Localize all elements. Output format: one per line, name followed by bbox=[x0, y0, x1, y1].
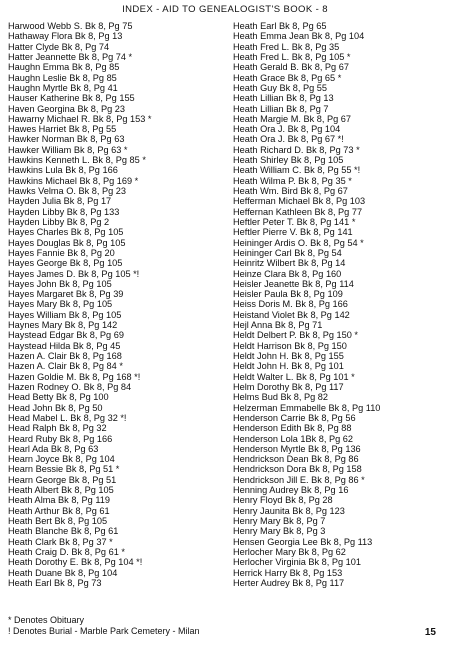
index-entry: Haystead Hilda Bk 8, Pg 45 bbox=[8, 340, 121, 351]
index-entry: Henderson Carrie Bk 8, Pg 56 bbox=[233, 412, 356, 423]
index-entry: Heath Earl Bk 8, Pg 73 bbox=[8, 577, 102, 588]
index-entry: Heath Blanche Bk 8, Pg 61 bbox=[8, 526, 119, 537]
index-entry: Hawks Velma O. Bk 8, Pg 23 bbox=[8, 186, 126, 196]
index-entry: Heininger Ardis O. Bk 8, Pg 54 * bbox=[233, 237, 364, 248]
index-entry: Heath Wilma P. Bk 8, Pg 35 * bbox=[233, 175, 352, 186]
index-entry: Heath Margie M. Bk 8, Pg 67 bbox=[233, 113, 351, 124]
index-entry: Hayes John Bk 8, Pg 105 bbox=[8, 278, 112, 289]
index-entry: Henderson Edith Bk 8, Pg 88 bbox=[233, 423, 352, 434]
index-entry: Herlocher Mary Bk 8, Pg 62 bbox=[233, 546, 346, 557]
index-entry: Helzerman Emmabelle Bk 8, Pg 110 bbox=[233, 402, 381, 413]
index-entry: Helms Bud Bk 8, Pg 82 bbox=[233, 392, 328, 403]
index-entry: Hayes James D. Bk 8, Pg 105 *! bbox=[8, 268, 140, 279]
index-column-left bbox=[8, 21, 223, 588]
index-entry: Heard Ruby Bk 8, Pg 166 bbox=[8, 433, 113, 444]
index-entry: Herlocher Virginia Bk 8, Pg 101 bbox=[233, 557, 362, 568]
index-entry: Heldt Walter L. Bk 8, Pg 101 * bbox=[233, 371, 355, 382]
index-entry: Heath Fred L. Bk 8, Pg 35 bbox=[233, 41, 340, 52]
index-entry: Hawkins Lula Bk 8, Pg 166 bbox=[8, 165, 118, 176]
index-entry: Herrick Harry Bk 8, Pg 153 bbox=[233, 567, 343, 578]
index-entry: Heisler Jeanette Bk 8, Pg 114 bbox=[233, 278, 354, 289]
index-entry: Hejl Anna Bk 8, Pg 71 bbox=[233, 320, 323, 331]
index-entry: Hendrickson Jill E. Bk 8, Pg 86 * bbox=[233, 474, 365, 485]
index-entry: Henry Floyd Bk 8, Pg 28 bbox=[233, 495, 333, 506]
index-entry: Heldt Delbert P. Bk 8, Pg 150 * bbox=[233, 330, 358, 341]
index-entry: Hefferman Michael Bk 8, Pg 103 bbox=[233, 196, 366, 207]
index-entry: Heininger Carl Bk 8, Pg 54 bbox=[233, 247, 342, 258]
index-entry: Henry Mary Bk 8, Pg 3 bbox=[233, 526, 326, 537]
index-entry: Henderson Myrtle Bk 8, Pg 136 bbox=[233, 443, 361, 454]
index-entry: Hawker William Bk 8, Pg 63 * bbox=[8, 144, 128, 155]
index-entry: Heinritz Wilbert Bk 8, Pg 14 bbox=[233, 258, 346, 269]
index-entry: Henning Audrey Bk 8, Pg 16 bbox=[233, 485, 349, 496]
index-entry: Hayden Libby Bk 8, Pg 133 bbox=[8, 206, 120, 217]
index-entry: Hazen Goldie M. Bk 8, Pg 168 *! bbox=[8, 371, 141, 382]
index-entry: Heath Bert Bk 8, Pg 105 bbox=[8, 516, 108, 526]
index-entry: Harwood Webb S. Bk 8, Pg 75 bbox=[8, 21, 133, 31]
index-entry: Heath Emma Jean Bk 8, Pg 104 bbox=[233, 31, 365, 42]
index-entry: Heath Craig D. Bk 8, Pg 61 * bbox=[8, 546, 125, 557]
index-entry: Heldt John H. Bk 8, Pg 101 bbox=[233, 361, 344, 372]
index-entry: Hawes Harriet Bk 8, Pg 55 bbox=[8, 124, 117, 135]
index-entry: Hayes Mary Bk 8, Pg 105 bbox=[8, 299, 113, 310]
index-entry: Heath Grace Bk 8, Pg 65 * bbox=[233, 72, 342, 83]
index-column-right bbox=[233, 21, 448, 588]
index-entry: Heath Richard D. Bk 8, Pg 73 * bbox=[233, 144, 360, 155]
index-entry: Hayes Douglas Bk 8, Pg 105 bbox=[8, 237, 126, 248]
index-entry: Hazen A. Clair Bk 8, Pg 168 bbox=[8, 351, 122, 361]
index-entry: Heath Ora J. Bk 8, Pg 67 *! bbox=[233, 134, 344, 145]
index-entry: Heath Alma Bk 8, Pg 119 bbox=[8, 495, 110, 506]
index-entry: Hayes William Bk 8, Pg 105 bbox=[8, 309, 122, 320]
index-entry: Henderson Lola 1Bk 8, Pg 62 bbox=[233, 433, 354, 444]
index-entry: Haughn Emma Bk 8, Pg 85 bbox=[8, 62, 120, 73]
index-entry: Haughn Myrtle Bk 8, Pg 41 bbox=[8, 82, 118, 93]
index-entry: Head Betty Bk 8, Pg 100 bbox=[8, 392, 109, 403]
index-entry: Hawarny Michael R. Bk 8, Pg 153 * bbox=[8, 113, 152, 124]
index-entry: Heftler Pierre V. Bk 8, Pg 141 bbox=[233, 227, 353, 238]
index-entry: Heiss Doris M. Bk 8, Pg 166 bbox=[233, 299, 348, 310]
index-entry: Heath Wm. Bird Bk 8, Pg 67 bbox=[233, 186, 348, 196]
index-entry: Hayden Julia Bk 8, Pg 17 bbox=[8, 196, 112, 207]
index-entry: Heath Earl Bk 8, Pg 65 bbox=[233, 21, 327, 31]
index-entry: Hearn Joyce Bk 8, Pg 104 bbox=[8, 454, 115, 465]
index-entry: Heistand Violet Bk 8, Pg 142 bbox=[233, 309, 350, 320]
index-entry: Head Ralph Bk 8, Pg 32 bbox=[8, 423, 107, 434]
index-entry: Helm Dorothy Bk 8, Pg 117 bbox=[233, 381, 344, 392]
index-entry: Heath Guy Bk 8, Pg 55 bbox=[233, 82, 327, 93]
index-entry: Haystead Edgar Bk 8, Pg 69 bbox=[8, 330, 124, 341]
index-entry: Hazen A. Clair Bk 8, Pg 84 * bbox=[8, 361, 123, 372]
index-entry: Herter Audrey Bk 8, Pg 117 bbox=[233, 577, 345, 588]
index-entry: Haughn Leslie Bk 8, Pg 85 bbox=[8, 72, 117, 83]
index-entry: Hayes Margaret Bk 8, Pg 39 bbox=[8, 289, 124, 300]
index-entry: Hearn George Bk 8, Pg 51 bbox=[8, 474, 117, 485]
footnotes bbox=[8, 615, 200, 637]
index-entry: Hatter Jeannette Bk 8, Pg 74 * bbox=[8, 51, 133, 62]
index-entry: Henry Mary Bk 8, Pg 7 bbox=[233, 516, 326, 526]
index-entry: Hendrickson Dean Bk 8, Pg 86 bbox=[233, 454, 359, 465]
index-entry: Heath Gerald B. Bk 8, Pg 67 bbox=[233, 62, 349, 73]
index-entry: Hayes Fannie Bk 8, Pg 20 bbox=[8, 247, 115, 258]
index-entry: Heath William C. Bk 8, Pg 55 *! bbox=[233, 165, 361, 176]
index-entry: Heisler Paula Bk 8, Pg 109 bbox=[233, 289, 343, 300]
index-entry: Heath Fred L. Bk 8, Pg 105 * bbox=[233, 51, 351, 62]
index-entry: Hayes Charles Bk 8, Pg 105 bbox=[8, 227, 124, 238]
index-entry: Haven Georgina Bk 8, Pg 23 bbox=[8, 103, 125, 114]
page-title: INDEX - AID TO GENEALOGIST'S BOOK - 8 bbox=[122, 4, 328, 15]
index-entry: Heldt Harrison Bk 8, Pg 150 bbox=[233, 340, 347, 351]
index-entry: Hayden Libby Bk 8, Pg 2 bbox=[8, 216, 110, 227]
index-entry: Heath Shirley Bk 8, Pg 105 bbox=[233, 155, 344, 166]
index-entry: Hatter Clyde Bk 8, Pg 74 bbox=[8, 41, 110, 52]
index-entry: Haynes Mary Bk 8, Pg 142 bbox=[8, 320, 118, 331]
index-entry: Heinze Clara Bk 8, Pg 160 bbox=[233, 268, 342, 279]
index-entry: Heath Lillian Bk 8, Pg 7 bbox=[233, 103, 329, 114]
index-entry: Hendrickson Dora Bk 8, Pg 158 bbox=[233, 464, 362, 475]
index-entry: Hathaway Flora Bk 8, Pg 13 bbox=[8, 31, 123, 42]
index-entry: Heldt John H. Bk 8, Pg 155 bbox=[233, 351, 344, 361]
page-number: 15 bbox=[424, 627, 436, 638]
index-entry: Heath Clark Bk 8, Pg 37 * bbox=[8, 536, 113, 547]
index-entry: Hayes George Bk 8, Pg 105 bbox=[8, 258, 123, 269]
index-entry: Henry Jaunita Bk 8, Pg 123 bbox=[233, 505, 345, 516]
index-entry: Heath Arthur Bk 8, Pg 61 bbox=[8, 505, 110, 516]
index-entry: Heffernan Kathleen Bk 8, Pg 77 bbox=[233, 206, 363, 217]
index-entry: Heath Ora J. Bk 8, Pg 104 bbox=[233, 124, 341, 135]
index-entry: Head Mabel L. Bk 8, Pg 32 *! bbox=[8, 412, 127, 423]
index-entry: Heath Lillian Bk 8, Pg 13 bbox=[233, 93, 334, 104]
index-entry: Heath Duane Bk 8, Pg 104 bbox=[8, 567, 118, 578]
index-entry: Heftler Peter T. Bk 8, Pg 141 * bbox=[233, 216, 356, 227]
index-entry: Heath Dorothy E. Bk 8, Pg 104 *! bbox=[8, 557, 143, 568]
index-entry: Hensen Georgia Lee Bk 8, Pg 113 bbox=[233, 536, 373, 547]
index-entry: Hearl Ada Bk 8, Pg 63 bbox=[8, 443, 99, 454]
index-entry: Hawkins Kenneth L. Bk 8, Pg 85 * bbox=[8, 155, 146, 166]
footnote-burial: ! Denotes Burial - Marble Park Cemetery - Milan bbox=[8, 626, 200, 636]
index-entry: Heath Albert Bk 8, Pg 105 bbox=[8, 485, 114, 496]
index-entry: Hauser Katherine Bk 8, Pg 155 bbox=[8, 93, 135, 104]
index-entry: Hawker Norman Bk 8, Pg 63 bbox=[8, 134, 125, 145]
index-entry: Hawkins Michael Bk 8, Pg 169 * bbox=[8, 175, 139, 186]
index-entry: Head John Bk 8, Pg 50 bbox=[8, 402, 103, 413]
index-entry: Hazen Rodney O. Bk 8, Pg 84 bbox=[8, 381, 132, 392]
index-entry: Hearn Bessie Bk 8, Pg 51 * bbox=[8, 464, 120, 475]
footnote-obituary: * Denotes Obituary bbox=[8, 615, 85, 625]
